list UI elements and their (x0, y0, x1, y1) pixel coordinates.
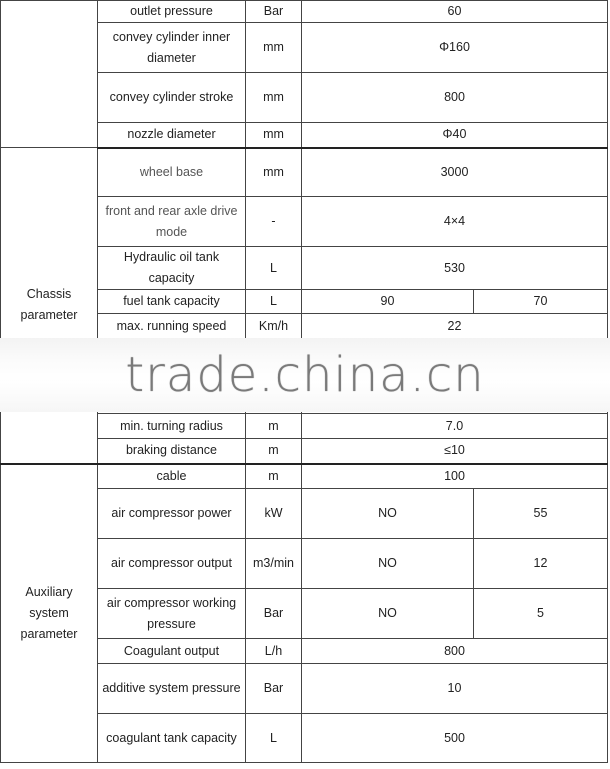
param-name: outlet pressure (98, 1, 246, 23)
param-value: 3000 (302, 148, 608, 197)
param-unit: Km/h (246, 314, 302, 339)
param-name: front and rear axle drive mode (98, 197, 246, 247)
param-name: wheel base (98, 148, 246, 197)
watermark-text: trade.china.cn (125, 347, 485, 403)
param-value-a: NO (302, 589, 474, 639)
param-name: additive system pressure (98, 664, 246, 714)
param-value: 22 (302, 314, 608, 339)
param-name: max. running speed (98, 314, 246, 339)
param-value-a: 90 (302, 290, 474, 314)
param-value: Φ160 (302, 23, 608, 73)
param-value-a: NO (302, 489, 474, 539)
param-unit: Bar (246, 664, 302, 714)
param-name: min. turning radius (98, 414, 246, 439)
param-value: Φ40 (302, 123, 608, 148)
param-value: 10 (302, 664, 608, 714)
param-name: Hydraulic oil tank capacity (98, 247, 246, 290)
param-name: convey cylinder stroke (98, 73, 246, 123)
param-value-a: NO (302, 539, 474, 589)
param-value: 800 (302, 639, 608, 664)
param-name: fuel tank capacity (98, 290, 246, 314)
param-unit: L (246, 247, 302, 290)
param-unit: L (246, 290, 302, 314)
param-value: 500 (302, 714, 608, 763)
section-label: Chassis parameter (1, 148, 98, 464)
param-unit: kW (246, 489, 302, 539)
param-unit: m (246, 464, 302, 489)
param-value: 60 (302, 1, 608, 23)
param-unit: m3/min (246, 539, 302, 589)
param-value-b: 55 (474, 489, 608, 539)
param-unit: mm (246, 148, 302, 197)
param-name: coagulant tank capacity (98, 714, 246, 763)
param-name: air compressor output (98, 539, 246, 589)
param-name: nozzle diameter (98, 123, 246, 148)
param-name: air compressor working pressure (98, 589, 246, 639)
param-unit: - (246, 197, 302, 247)
param-value: ≤10 (302, 439, 608, 464)
table-row (1, 148, 608, 197)
param-unit: m (246, 414, 302, 439)
table-row (1, 464, 608, 489)
param-unit: Bar (246, 589, 302, 639)
table-row (1, 1, 608, 23)
param-name: cable (98, 464, 246, 489)
param-unit: mm (246, 73, 302, 123)
param-value: 530 (302, 247, 608, 290)
param-value: 4×4 (302, 197, 608, 247)
param-unit: Bar (246, 1, 302, 23)
param-value-b: 70 (474, 290, 608, 314)
param-unit: L (246, 714, 302, 763)
param-unit: mm (246, 123, 302, 148)
param-value: 800 (302, 73, 608, 123)
section-label: Auxiliary system parameter (1, 464, 98, 763)
param-value-b: 5 (474, 589, 608, 639)
param-value: 100 (302, 464, 608, 489)
param-unit: mm (246, 23, 302, 73)
param-name: air compressor power (98, 489, 246, 539)
param-name: braking distance (98, 439, 246, 464)
section-cell-empty (1, 1, 98, 148)
param-name: convey cylinder inner diameter (98, 23, 246, 73)
param-value: 7.0 (302, 414, 608, 439)
param-unit: L/h (246, 639, 302, 664)
param-name: Coagulant output (98, 639, 246, 664)
param-value-b: 12 (474, 539, 608, 589)
param-unit: m (246, 439, 302, 464)
